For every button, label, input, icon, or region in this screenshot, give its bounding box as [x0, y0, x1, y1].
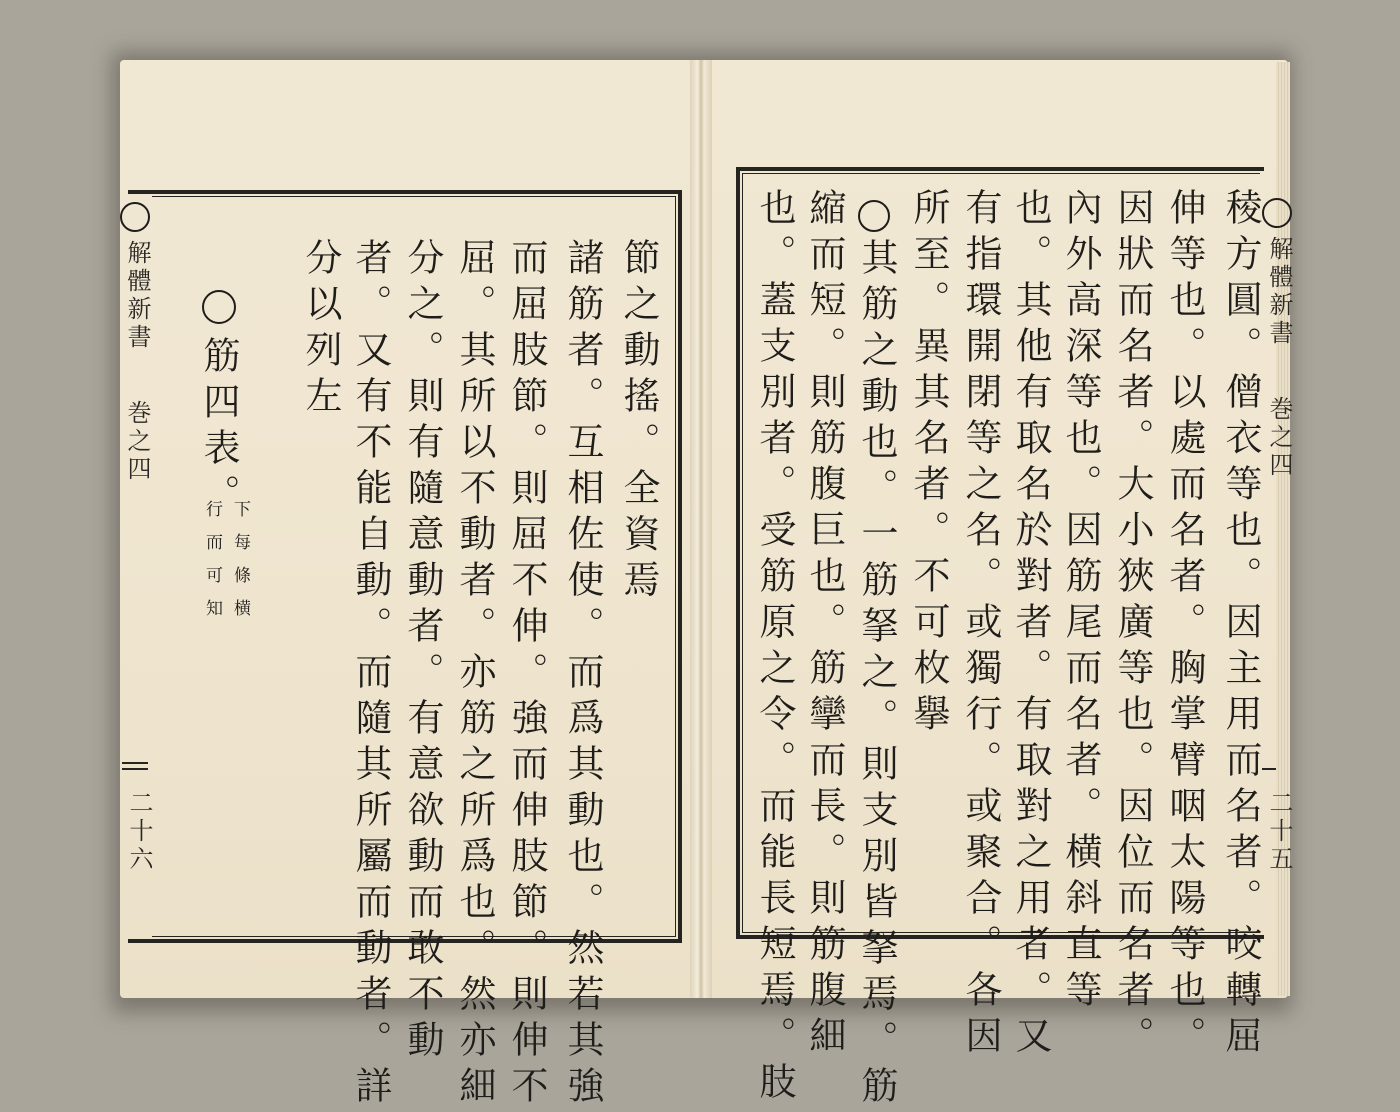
right-text-column-6: 有指環開閉等之名。或獨行。或聚合。各因: [959, 188, 1002, 1062]
margin-circle-mark-left: [120, 202, 150, 232]
right-margin-rule: [1262, 768, 1276, 770]
right-text-column-8: 其筋之動也。一筋拏之。則支別皆拏焉。筋: [855, 238, 898, 1112]
right-text-column-5: 也。其他有取名於對者。有取對之用者。又: [1009, 188, 1052, 1062]
right-margin-folio: 二十五: [1265, 790, 1293, 874]
right-text-column-9: 縮而短。則筋腹巨也。筋攣而長。則筋腹細: [803, 188, 846, 1062]
right-text-column-1: 稜方圓。僧衣等也。因主用而名者。咬轉屈: [1219, 188, 1262, 1062]
left-text-column-2: 諸筋者。互相佐使。而爲其動也。然若其強: [561, 238, 604, 1112]
right-text-column-2: 伸等也。以處而名者。胸掌臂咽太陽等也。: [1163, 188, 1206, 1062]
left-margin-rule-2: [122, 768, 148, 770]
left-text-column-5: 分之。則有隨意動者。有意欲動而敢不動: [401, 238, 444, 1066]
book-gutter: [690, 60, 712, 998]
right-text-column-4: 內外高深等也。因筋尾而名者。横斜直等: [1059, 188, 1102, 1016]
left-margin-volume: 巻之四: [123, 400, 151, 484]
section-circle-mark-left: [202, 290, 236, 324]
table-note-line-2: 行而可知: [202, 500, 222, 632]
table-heading: 筋四表。: [197, 336, 240, 520]
right-margin-volume: 巻之四: [1265, 396, 1293, 480]
right-text-column-3: 因狀而名者。大小狹廣等也。因位而名者。: [1111, 188, 1154, 1062]
left-margin-rule: [122, 762, 148, 764]
right-text-column-10: 也。蓋支別者。受筋原之令。而能長短焉。肢: [753, 188, 796, 1108]
left-margin-folio: 二十六: [125, 790, 153, 874]
right-text-column-7: 所至。異其名者。不可枚擧: [907, 188, 950, 740]
right-margin-title: 解體新書: [1265, 236, 1293, 348]
margin-circle-mark-right: [1262, 198, 1292, 228]
table-note-line-1: 下每條横: [230, 500, 250, 632]
left-text-column-3: 而屈肢節。則屈不伸。強而伸肢節。則伸不: [505, 238, 548, 1112]
left-margin-title: 解體新書: [123, 240, 151, 352]
left-text-column-7: 分以列左: [299, 238, 342, 422]
section-circle-mark-right: [858, 200, 890, 232]
left-text-column-1: 節之動搖。全資焉: [617, 238, 660, 606]
left-text-column-6: 者。又有不能自動。而隨其所屬而動者。詳: [349, 238, 392, 1112]
left-text-column-4: 屈。其所以不動者。亦筋之所爲也。然亦細: [453, 238, 496, 1112]
